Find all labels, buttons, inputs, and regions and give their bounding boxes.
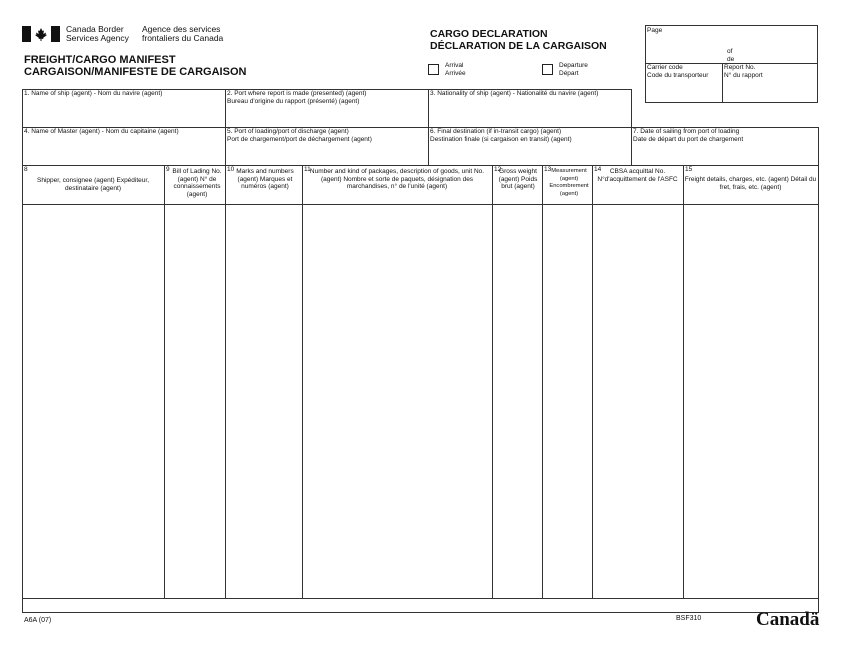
report-port-field[interactable]: 2. Port where report is made (presented) (agent) Bureau d'origine du rapport (présenté) (agent) — [227, 90, 367, 105]
form-title-fr: CARGAISON/MANIFESTE DE CARGAISON — [24, 66, 247, 78]
col-14-header: CBSA acquittal No. N°d'acquittement de l'ASFC — [597, 168, 678, 183]
form-title-en: FREIGHT/CARGO MANIFEST — [24, 54, 176, 66]
col-9-header: Bill of Lading No. (agent) N° de connaissements (agent) — [172, 168, 222, 198]
col-13-number: 13 — [544, 166, 552, 173]
col-10-number: 10 — [227, 166, 235, 173]
report-number-field[interactable]: Report No. N° du rapport — [724, 64, 763, 79]
ship-name-field[interactable]: 1. Name of ship (agent) - Nom du navire (agent) — [24, 90, 163, 97]
loading-port-field[interactable]: 5. Port of loading/port of discharge (agent) Port de chargement/port de déchargement (agent) — [227, 128, 372, 143]
final-destination-field[interactable]: 6. Final destination (if in-transit cargo) (agent) Destination finale (si cargaison en transit) (agent) — [430, 128, 572, 143]
ship-nationality-field[interactable]: 3. Nationality of ship (agent) - Nationalité du navire (agent) — [430, 90, 599, 97]
declaration-title-fr: DÉCLARATION DE LA CARGAISON — [430, 40, 607, 52]
arrival-label: Arrival Arrivée — [445, 62, 466, 77]
canada-wordmark: Canadä — [756, 609, 820, 630]
form-number: A6A (07) — [24, 617, 52, 624]
carrier-code-field[interactable]: Carrier code Code du transporteur — [647, 64, 709, 79]
departure-label: Departure Départ — [559, 62, 588, 77]
col-11-header: Number and kind of packages, description of goods, unit No. (agent) Nombre et sorte de paquets, désignation des marchandises, n° de l'unité (agent) — [309, 168, 485, 191]
col-10-header: Marks and numbers (agent) Marques et numéros (agent) — [236, 168, 294, 191]
col-15-number: 15 — [685, 166, 693, 173]
col-9-number: 9 — [166, 166, 170, 173]
col-12-number: 12 — [494, 166, 502, 173]
agency-name-en: Canada Border Services Agency — [66, 24, 129, 43]
col-15-header: Freight details, charges, etc. (agent) Détail du fret, frais, etc. (agent) — [684, 176, 817, 191]
sailing-date-field[interactable]: 7. Date of sailing from port of loading Date de départ du port de chargement — [633, 128, 744, 143]
col-11-number: 11 — [304, 166, 311, 173]
col-13-header: Measurement (agent) Encombrement (agent) — [549, 168, 589, 197]
master-name-field[interactable]: 4. Name of Master (agent) - Nom du capitaine (agent) — [24, 128, 179, 135]
col-8-number: 8 — [24, 166, 28, 173]
col-12-header: Gross weight (agent) Poids brut (agent) — [498, 168, 538, 191]
arrival-checkbox[interactable] — [428, 64, 439, 75]
agency-name-fr: Agence des services frontaliers du Canada — [142, 24, 224, 43]
col-8-header: Shipper, consignee (agent) Expéditeur, destinataire (agent) — [36, 177, 150, 192]
departure-checkbox[interactable] — [542, 64, 553, 75]
col-14-number: 14 — [594, 166, 602, 173]
page-label: Page — [647, 27, 663, 34]
page-of-label: of de — [727, 48, 735, 63]
canada-flag-logo — [22, 26, 60, 42]
declaration-title-en: CARGO DECLARATION — [430, 28, 548, 40]
form-code: BSF310 — [676, 615, 702, 622]
cargo-table — [22, 165, 819, 613]
